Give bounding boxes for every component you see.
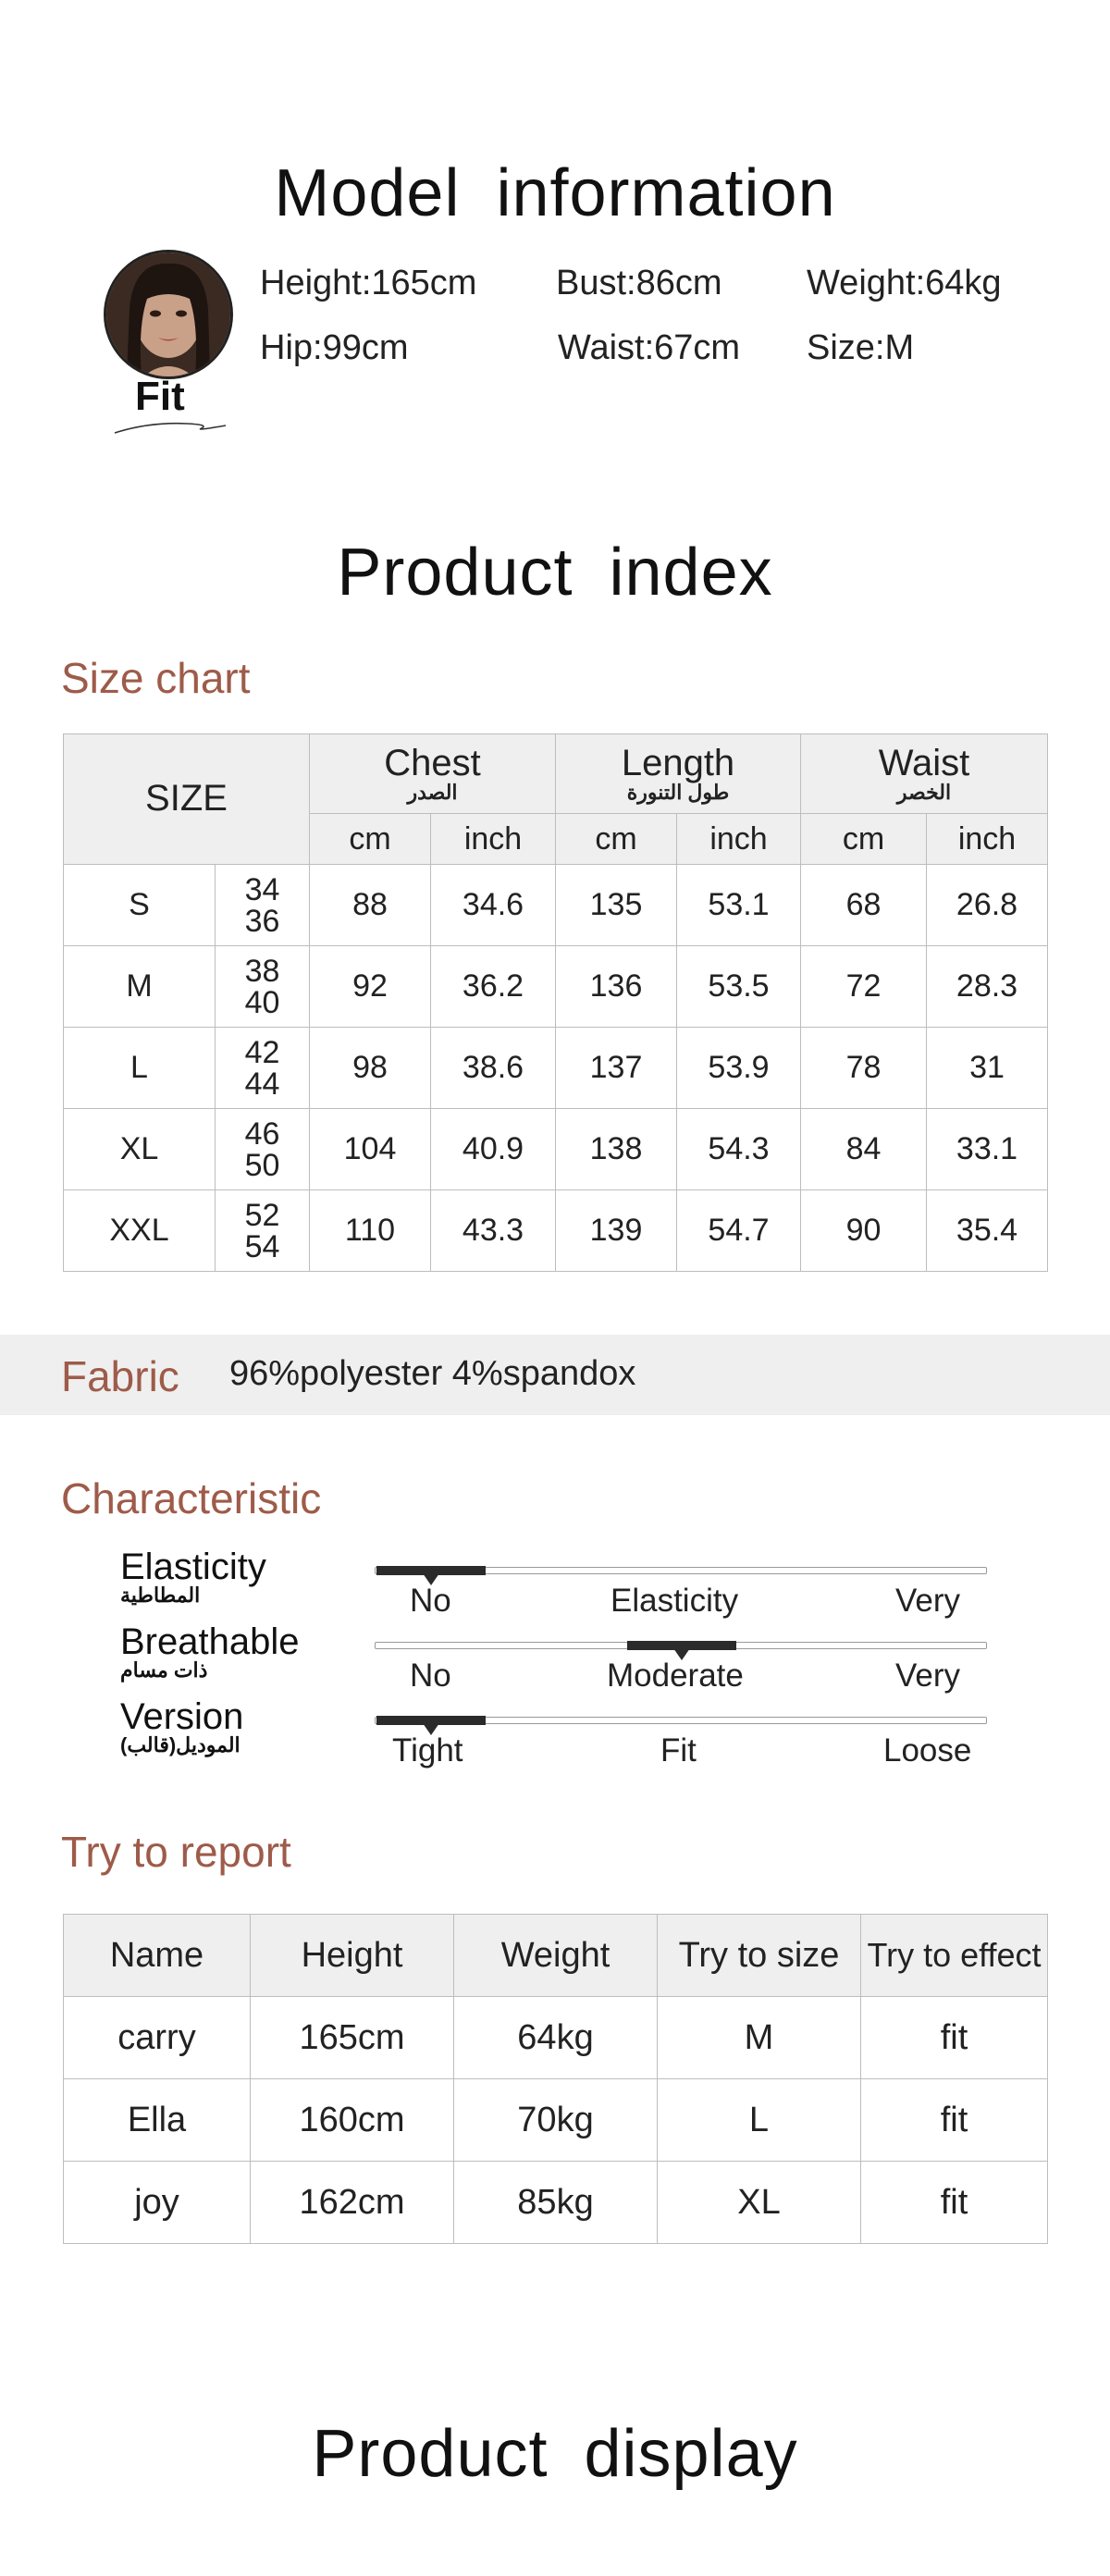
model-height: Height:165cm [260,264,477,302]
length-cm-cell: 138 [556,1109,677,1190]
report-header-size: Try to size [658,1915,861,1997]
unit-inch: inch [677,814,801,865]
waist-cm-cell: 78 [801,1028,927,1109]
waist-cm-cell: 90 [801,1190,927,1272]
table-row [64,2162,1048,2244]
elasticity-right-label: Very [895,1583,961,1619]
breathable-left-label: No [410,1658,451,1694]
waist-inch-cell: 33.1 [927,1109,1048,1190]
size-chart-title: Size chart [61,654,251,702]
eu-size-cell: 34 36 [216,865,310,946]
model-weight: Weight:64kg [807,264,1002,302]
eu-size-cell: 42 44 [216,1028,310,1109]
report-header-height: Height [251,1915,454,1997]
report-height-cell: 160cm [251,2079,454,2162]
report-name-cell: carry [64,1997,251,2079]
length-inch-cell: 53.9 [677,1028,801,1109]
product-display-title: Product display [312,2417,798,2491]
breathable-mid-label: Moderate [607,1658,744,1694]
table-row [64,865,1048,946]
elasticity-left-label: No [410,1583,451,1619]
length-header: Length طول التنورة [556,734,801,814]
report-size-cell: L [658,2079,861,2162]
table-row [64,2079,1048,2162]
waist-inch-cell: 26.8 [927,865,1048,946]
report-header-weight: Weight [454,1915,658,1997]
report-header-name: Name [64,1915,251,1997]
length-cm-cell: 137 [556,1028,677,1109]
unit-cm: cm [556,814,677,865]
elasticity-mid-label: Elasticity [610,1583,739,1619]
version-mid-label: Fit [660,1732,697,1769]
chest-cm-cell: 104 [310,1109,431,1190]
breathable-right-label: Very [895,1658,961,1694]
breathable-label-ar: ذات مسام [120,1658,208,1682]
chest-inch-cell: 34.6 [431,865,556,946]
unit-cm: cm [801,814,927,865]
product-index-title: Product index [337,536,773,610]
waist-header: Waist الخصر [801,734,1048,814]
report-effect-cell: fit [861,2079,1048,2162]
chest-cm-cell: 98 [310,1028,431,1109]
report-size-cell: M [658,1997,861,2079]
unit-inch: inch [927,814,1048,865]
report-height-cell: 162cm [251,2162,454,2244]
version-scale-bar [375,1717,987,1724]
model-hip: Hip:99cm [260,328,409,367]
length-cm-cell: 136 [556,946,677,1028]
report-height-cell: 165cm [251,1997,454,2079]
try-report-table [63,1914,1048,2244]
chest-inch-cell: 38.6 [431,1028,556,1109]
table-row [64,1028,1048,1109]
unit-cm: cm [310,814,431,865]
model-size: Size:M [807,328,915,367]
version-left-label: Tight [392,1732,463,1769]
chest-inch-cell: 36.2 [431,946,556,1028]
length-inch-cell: 54.7 [677,1190,801,1272]
signature-swoosh-icon [113,416,228,437]
report-header-effect: Try to effect [861,1915,1048,1997]
model-bust: Bust:86cm [556,264,722,302]
elasticity-label: Elasticity [120,1547,266,1587]
elasticity-scale-bar [375,1567,987,1574]
model-portrait-icon [106,253,230,376]
report-header-row [64,1915,1048,1997]
report-name-cell: joy [64,2162,251,2244]
eu-size-cell: 52 54 [216,1190,310,1272]
eu-size-cell: 46 50 [216,1109,310,1190]
version-label-ar: الموديل(قالب) [120,1733,240,1756]
characteristic-title: Characteristic [61,1474,322,1522]
fabric-value: 96%polyester 4%spandox [229,1354,636,1393]
report-size-cell: XL [658,2162,861,2244]
chest-inch-cell: 40.9 [431,1109,556,1190]
table-row [64,1997,1048,2079]
model-avatar [104,250,233,379]
length-cm-cell: 139 [556,1190,677,1272]
chest-cm-cell: 110 [310,1190,431,1272]
report-name-cell: Ella [64,2079,251,2162]
fabric-label: Fabric [61,1352,179,1400]
chest-header: Chest الصدر [310,734,556,814]
breathable-label: Breathable [120,1621,300,1662]
breathable-scale-bar [375,1642,987,1649]
waist-inch-cell: 35.4 [927,1190,1048,1272]
waist-inch-cell: 31 [927,1028,1048,1109]
version-label: Version [120,1696,244,1737]
model-information-title: Model information [274,156,836,230]
size-cell: L [64,1028,216,1109]
table-row [64,946,1048,1028]
table-row [64,1190,1048,1272]
report-effect-cell: fit [861,2162,1048,2244]
model-waist: Waist:67cm [558,328,741,367]
size-chart-table [63,733,1048,1272]
chest-cm-cell: 88 [310,865,431,946]
unit-inch: inch [431,814,556,865]
fit-label: Fit [135,374,185,419]
table-row [64,1109,1048,1190]
size-header: SIZE [64,734,310,865]
waist-inch-cell: 28.3 [927,946,1048,1028]
report-weight-cell: 85kg [454,2162,658,2244]
chest-cm-cell: 92 [310,946,431,1028]
eu-size-cell: 38 40 [216,946,310,1028]
length-inch-cell: 53.1 [677,865,801,946]
waist-cm-cell: 84 [801,1109,927,1190]
size-cell: XXL [64,1190,216,1272]
length-cm-cell: 135 [556,865,677,946]
waist-cm-cell: 68 [801,865,927,946]
report-weight-cell: 70kg [454,2079,658,2162]
length-inch-cell: 53.5 [677,946,801,1028]
report-weight-cell: 64kg [454,1997,658,2079]
size-cell: M [64,946,216,1028]
size-cell: S [64,865,216,946]
waist-cm-cell: 72 [801,946,927,1028]
version-right-label: Loose [883,1732,972,1769]
length-inch-cell: 54.3 [677,1109,801,1190]
size-cell: XL [64,1109,216,1190]
elasticity-label-ar: المطاطية [120,1584,201,1607]
try-to-report-title: Try to report [61,1828,291,1876]
chest-inch-cell: 43.3 [431,1190,556,1272]
report-effect-cell: fit [861,1997,1048,2079]
